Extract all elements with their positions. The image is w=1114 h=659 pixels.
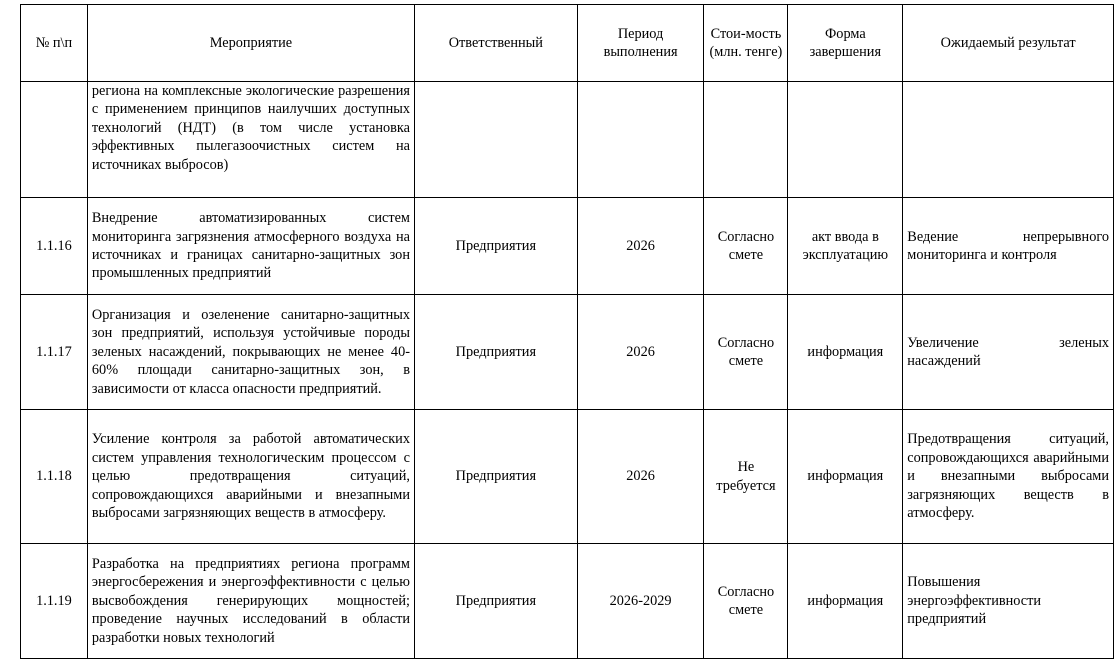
- row-cost: Не требуется: [704, 410, 788, 544]
- row-event: Организация и озеленение санитарно-защитных зон предприятий, используя устойчивые породы зеленых насаждений, покрывающих не менее 40-60% площади санитарно-защитных зон, в зависимости от класса опасности предприятий.: [87, 295, 414, 410]
- row-num: 1.1.16: [21, 198, 88, 295]
- row-form: информация: [788, 544, 903, 659]
- row-period: 2026: [577, 198, 704, 295]
- row-num: 1.1.19: [21, 544, 88, 659]
- row-form: информация: [788, 295, 903, 410]
- row-responsible: Предприятия: [414, 544, 577, 659]
- header-event: Мероприятие: [87, 5, 414, 82]
- row-cost: Согласно смете: [704, 295, 788, 410]
- row-num: [21, 82, 88, 198]
- row-event: Внедрение автоматизированных систем мониторинга загрязнения атмосферного воздуха на источниках и границах санитарно-защитных зон промышленных предприятий: [87, 198, 414, 295]
- row-form: акт ввода в эксплуатацию: [788, 198, 903, 295]
- header-row: [21, 5, 1114, 82]
- row-form: [788, 82, 903, 198]
- row-result: Увеличение зеленых насаждений: [903, 295, 1114, 410]
- row-form: информация: [788, 410, 903, 544]
- row-cost: Согласно смете: [704, 544, 788, 659]
- row-num: 1.1.18: [21, 410, 88, 544]
- row-result: Предотвращения ситуаций, сопровождающихся аварийными и внезапными выбросами загрязняющих веществ в атмосферу.: [903, 410, 1114, 544]
- row-event: Разработка на предприятиях региона программ энергосбережения и энергоэффективности с целью высвобождения генерирующих мощностей; проведение научных исследований в области разработки новых технологий: [87, 544, 414, 659]
- header-result: Ожидаемый результат: [903, 5, 1114, 82]
- row-period: 2026: [577, 295, 704, 410]
- row-result: [903, 82, 1114, 198]
- header-period: Период выполнения: [577, 5, 704, 82]
- row-responsible: [414, 82, 577, 198]
- row-result: Ведение непрерывного мониторинга и контроля: [903, 198, 1114, 295]
- row-cost: [704, 82, 788, 198]
- table-row: [21, 295, 1114, 410]
- header-num: № п\п: [21, 5, 88, 82]
- activities-table: [20, 4, 1114, 659]
- table-row: [21, 544, 1114, 659]
- table-row: [21, 410, 1114, 544]
- table-row: [21, 198, 1114, 295]
- row-event: Усиление контроля за работой автоматических систем управления технологическим процессом с целью предотвращения ситуаций, сопровождающихся аварийными и внезапными выбросами загрязняющих веществ в атмосферу.: [87, 410, 414, 544]
- row-result: Повышения энергоэффективности предприятий: [903, 544, 1114, 659]
- row-period: [577, 82, 704, 198]
- header-cost: Стои-мость (млн. тенге): [704, 5, 788, 82]
- row-num: 1.1.17: [21, 295, 88, 410]
- row-period: 2026: [577, 410, 704, 544]
- row-event: региона на комплексные экологические разрешения с применением принципов наилучших доступных технологий (НДТ) (в том числе установка эффективных пылегазоочистных систем на источниках выбросов): [87, 82, 414, 198]
- table-row: [21, 82, 1114, 198]
- header-responsible: Ответственный: [414, 5, 577, 82]
- row-cost: Согласно смете: [704, 198, 788, 295]
- row-responsible: Предприятия: [414, 198, 577, 295]
- row-responsible: Предприятия: [414, 295, 577, 410]
- row-period: 2026-2029: [577, 544, 704, 659]
- row-responsible: Предприятия: [414, 410, 577, 544]
- header-form: Форма завершения: [788, 5, 903, 82]
